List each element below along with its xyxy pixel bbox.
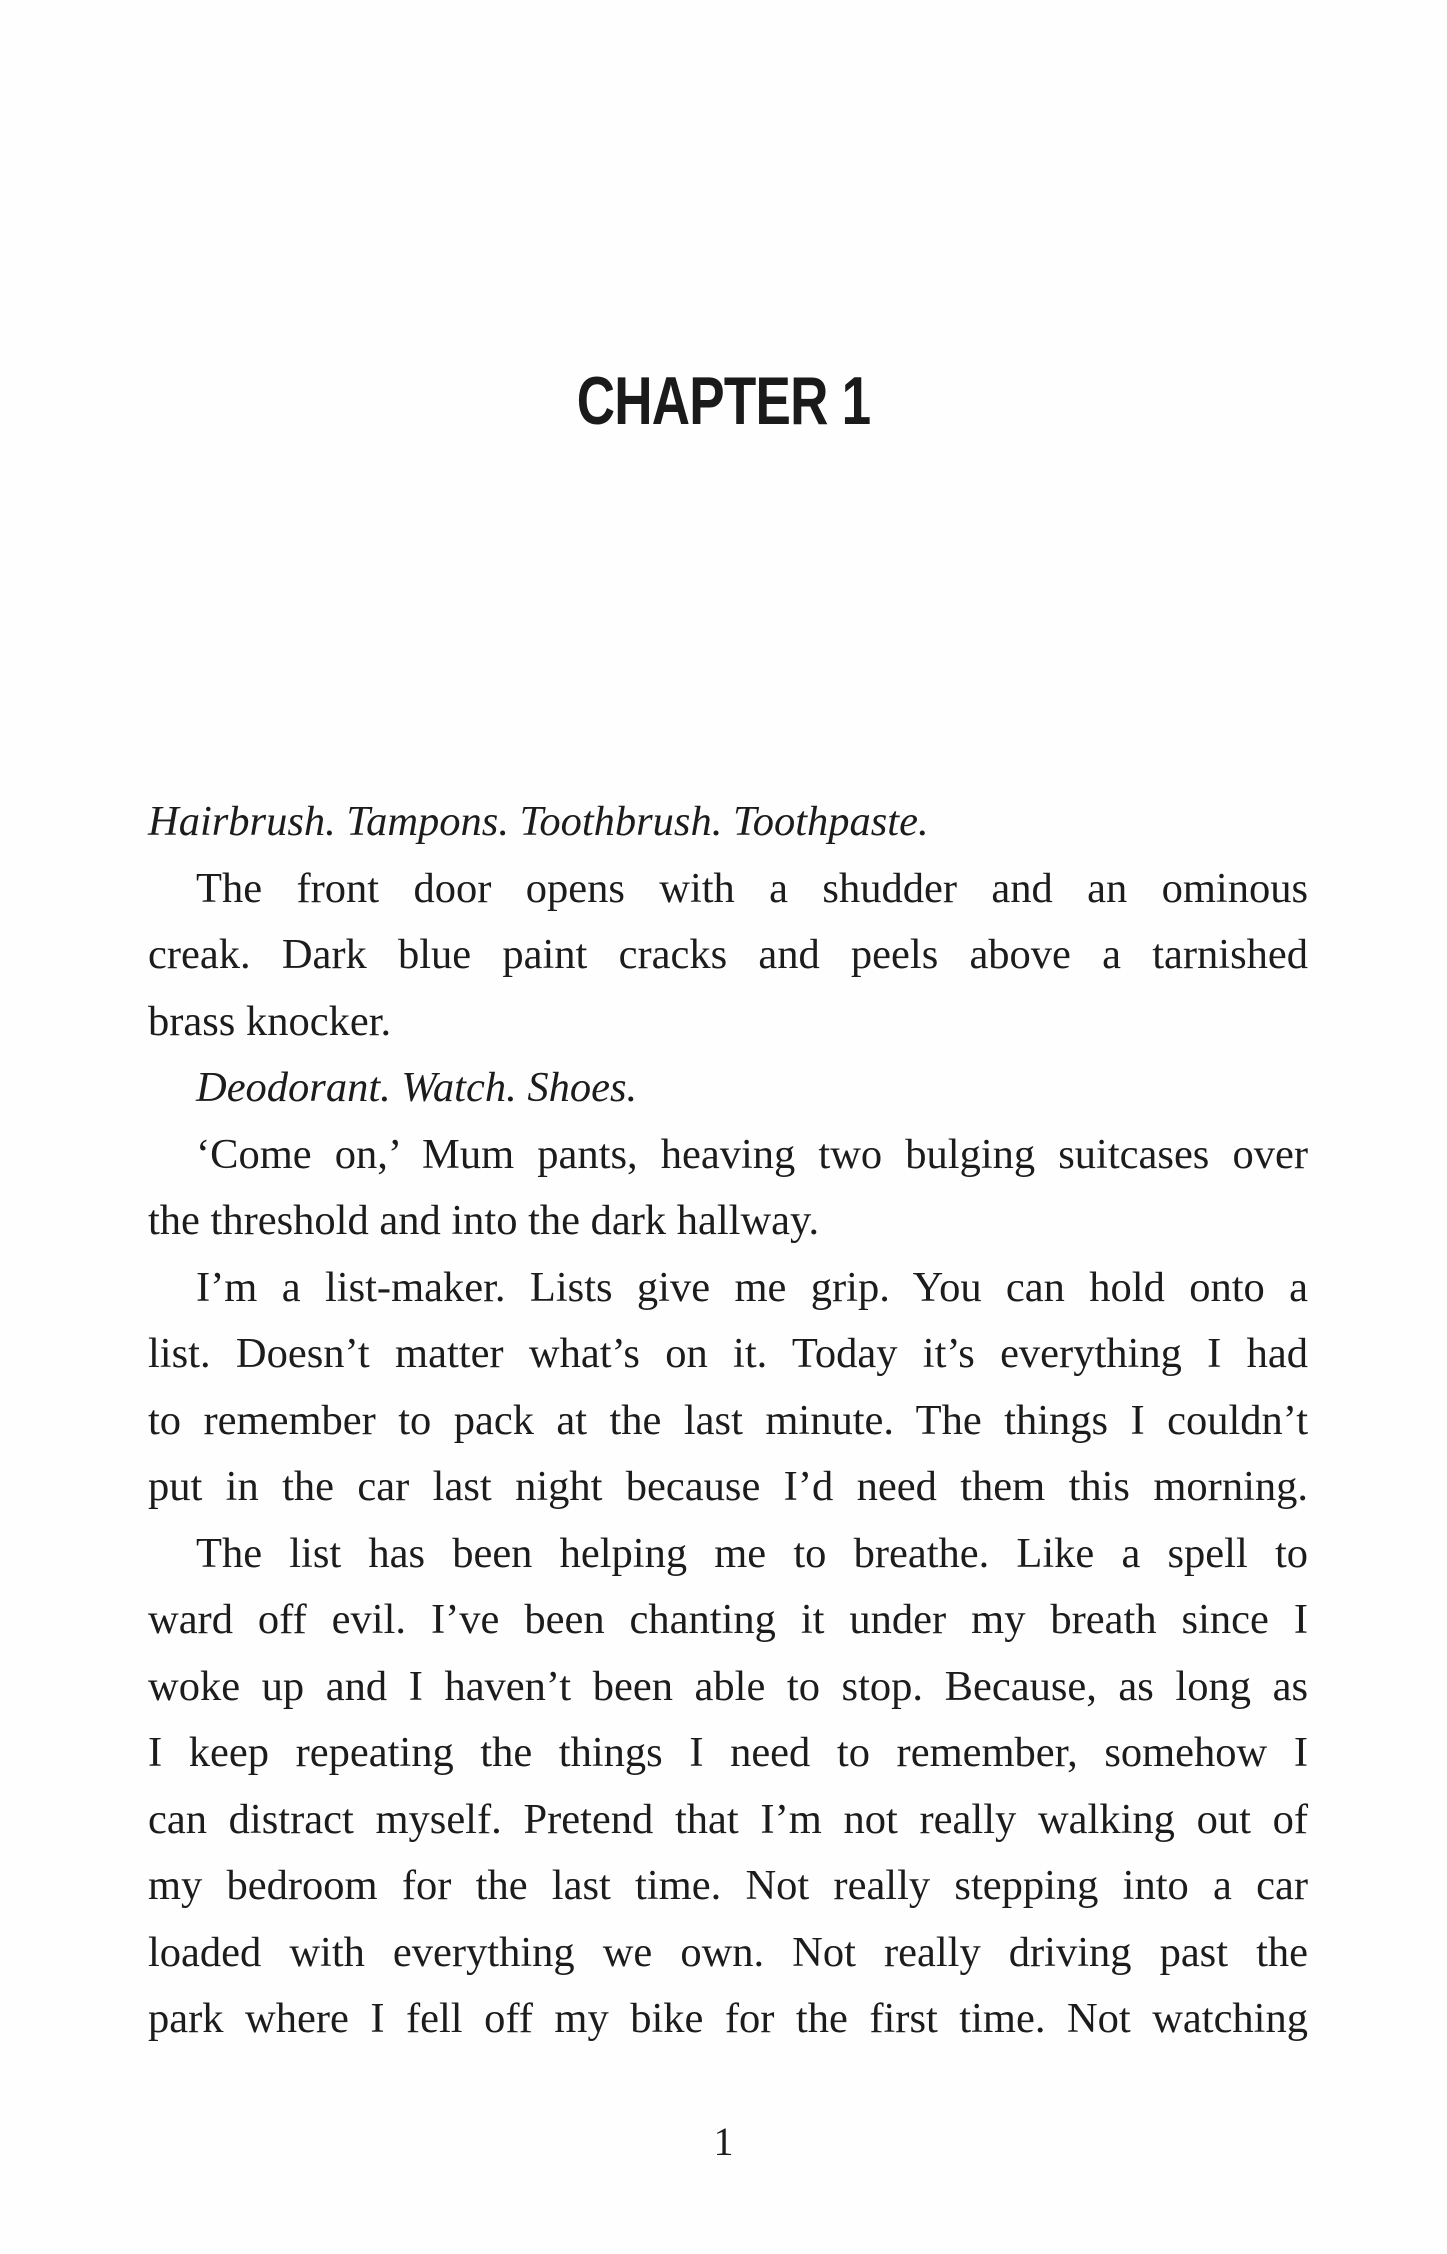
text-line: put in the car last night because I’d need them this morning. [148,1463,1308,1510]
text-line: park where I fell off my bike for the first time. Not watching [148,1995,1308,2042]
text-line: to remember to pack at the last minute. The things I couldn’t [148,1396,1308,1444]
text-line: list. Doesn’t matter what’s on it. Today it’s everything I had [148,1330,1308,1377]
text-line: The list has been helping me to breathe. Like a spell to [196,1529,1308,1577]
text-line: brass knocker. [148,997,392,1045]
text-line: Hairbrush. Tampons. Toothbrush. Toothpaste. [148,798,929,845]
text-line: I’m a list-maker. Lists give me grip. You can hold onto a [196,1263,1308,1311]
chapter-title: CHAPTER 1 [576,363,871,439]
text-line: ‘Come on,’ Mum pants, heaving two bulging suitcases over [196,1130,1308,1178]
text-line: woke up and I haven’t been able to stop. Because, as long as [148,1662,1308,1710]
page-number: 1 [713,2119,734,2164]
text-line: can distract myself. Pretend that I’m not really walking out of [148,1795,1308,1843]
text-line: creak. Dark blue paint cracks and peels above a tarnished [148,931,1308,978]
text-line: loaded with everything we own. Not really driving past the [148,1928,1308,1976]
text-line: I keep repeating the things I need to remember, somehow I [148,1729,1308,1776]
body-text [148,789,1308,2053]
text-line: The front door opens with a shudder and an ominous [196,864,1308,912]
text-line: the threshold and into the dark hallway. [148,1197,820,1244]
text-line: ward off evil. I’ve been chanting it under my breath since I [148,1596,1308,1643]
text-line: my bedroom for the last time. Not really stepping into a car [148,1862,1308,1909]
text-line: Deodorant. Watch. Shoes. [196,1064,638,1111]
